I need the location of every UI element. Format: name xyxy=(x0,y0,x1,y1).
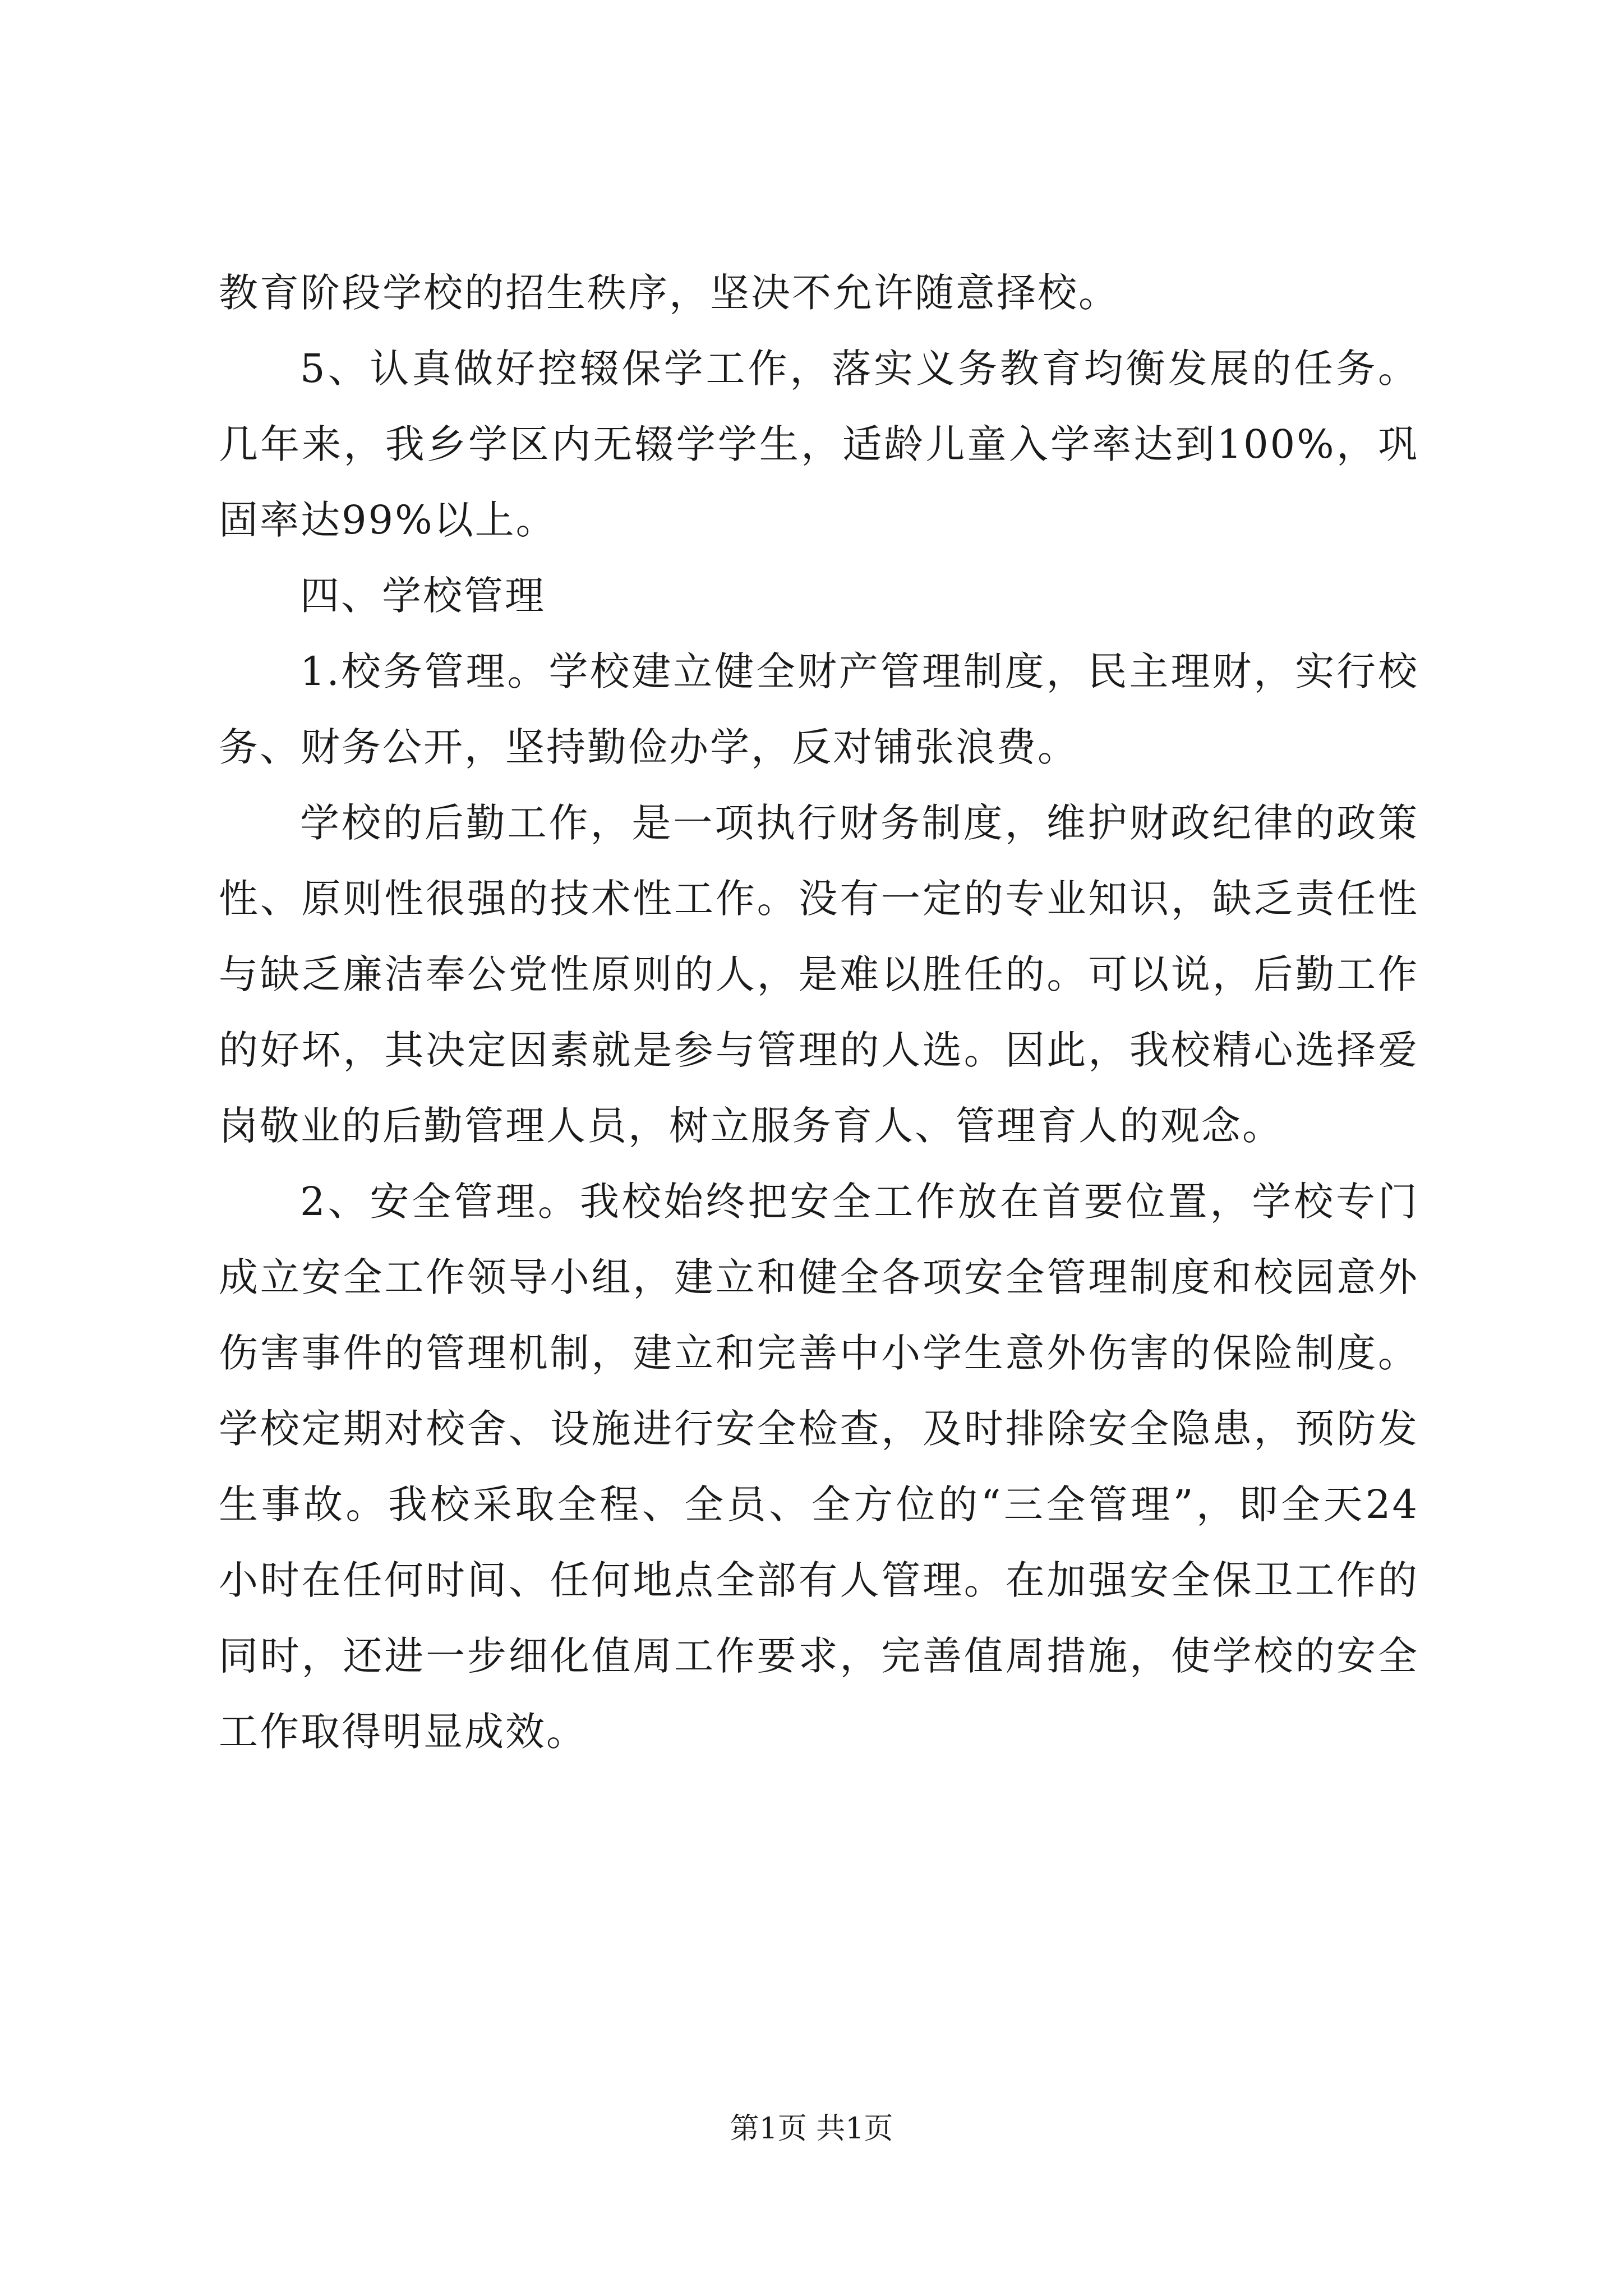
document-body xyxy=(219,255,1419,1770)
section-heading-school-management: 四、学校管理 xyxy=(300,573,546,619)
paragraph-dropout-control: 5、认真做好控辍保学工作，落实义务教育均衡发展的任务。几年来，我乡学区内无辍学学生，适龄儿童入学率达到100%，巩固率达99%以上。 xyxy=(219,346,1419,543)
paragraph-safety-management: 2、安全管理。我校始终把安全工作放在首要位置，学校专门成立安全工作领导小组，建立和健全各项安全管理制度和校园意外伤害事件的管理机制，建立和完善中小学生意外伤害的保险制度。学校定期对校舍、设施进行安全检查，及时排除安全隐患，预防发生事故。我校采取全程、全员、全方位的“三全管理”，即全天24小时在任何时间、任何地点全部有人管理。在加强安全保卫工作的同时，还进一步细化值周工作要求，完善值周措施，使学校的安全工作取得明显成效。 xyxy=(219,1179,1419,1755)
paragraph-school-affairs: 1.校务管理。学校建立健全财产管理制度，民主理财，实行校务、财务公开，坚持勤俭办学，反对铺张浪费。 xyxy=(219,648,1419,770)
paragraph-continuation: 教育阶段学校的招生秩序，坚决不允许随意择校。 xyxy=(219,270,1119,316)
paragraph-logistics: 学校的后勤工作，是一项执行财务制度，维护财政纪律的政策性、原则性很强的技术性工作。没有一定的专业知识，缺乏责任性与缺乏廉洁奉公党性原则的人，是难以胜任的。可以说，后勤工作的好坏，其决定因素就是参与管理的人选。因此，我校精心选择爱岗敬业的后勤管理人员，树立服务育人、管理育人的观念。 xyxy=(219,800,1419,1149)
page-footer: 第1页 共1页 xyxy=(730,2112,893,2146)
